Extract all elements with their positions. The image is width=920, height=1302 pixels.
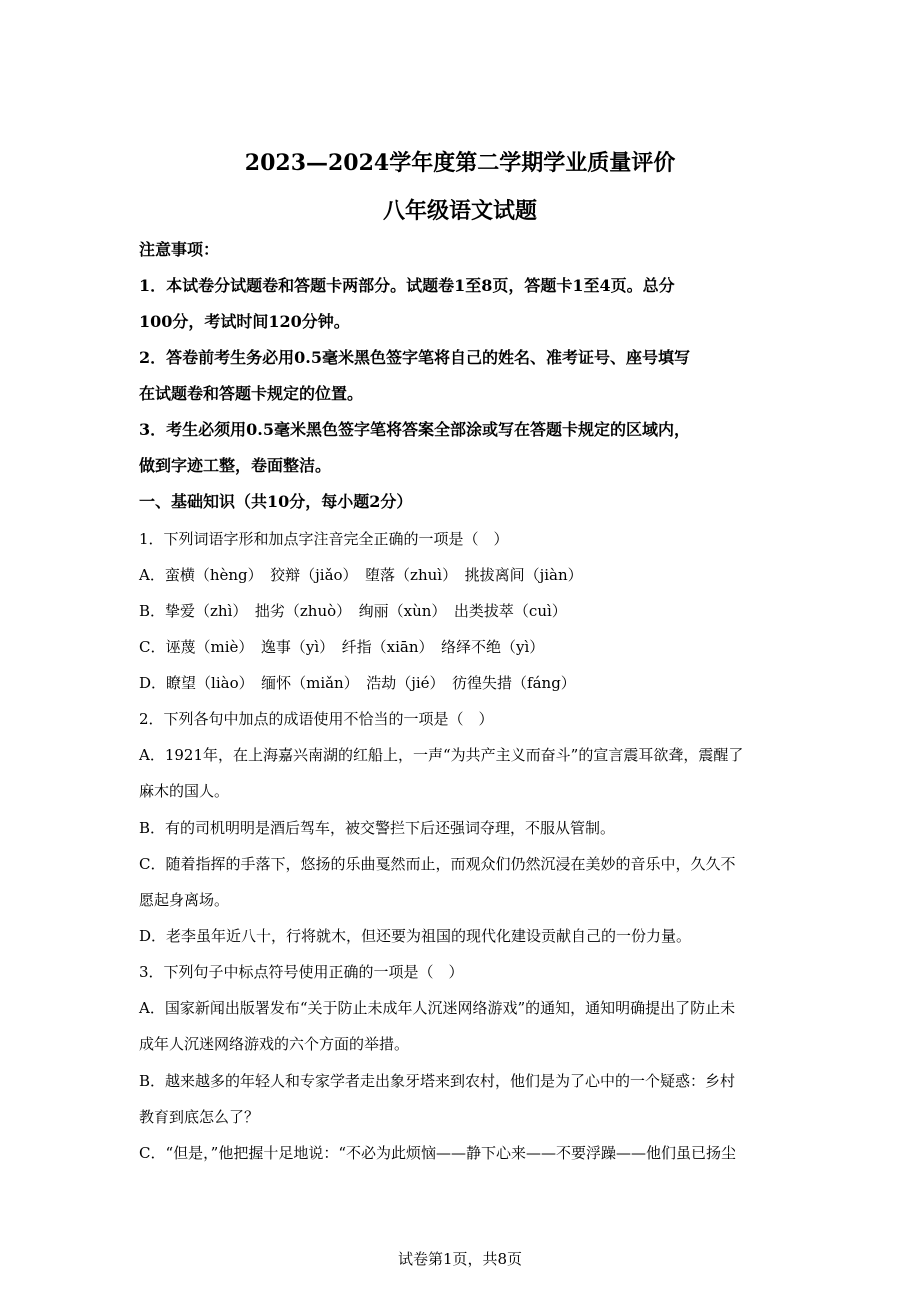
notice-line: 3．考生必须用0.5毫米黑色签字笔将答案全部涂或写在答题卡规定的区域内， [139,420,690,439]
question-line: C．随着指挥的手落下，悠扬的乐曲戛然而止，而观众们仍然沉浸在美妙的音乐中，久久不 [139,855,736,873]
notice-line: 1．本试卷分试题卷和答题卡两部分。试题卷1至8页，答题卡1至4页。总分 [139,276,675,295]
question-line: 2．下列各句中加点的成语使用不恰当的一项是（ ） [139,710,494,728]
question-line: 麻木的国人。 [139,782,230,800]
question-line: B．挚爱（zhì） 拙劣（zhuò） 绚丽（xùn） 出类拔萃（cuì） [139,602,567,620]
question-line: C．“但是，”他把握十足地说：“不必为此烦恼——静下心来——不要浮躁——他们虽已扬尘 [139,1144,736,1162]
question-line: B．有的司机明明是酒后驾车，被交警拦下后还强词夺理，不服从管制。 [139,819,616,837]
notice-line: 2．答卷前考生务必用0.5毫米黑色签字笔将自己的姓名、准考证号、座号填写 [139,348,690,367]
question-line: D．老李虽年近八十，行将就木，但还要为祖国的现代化建设贡献自己的一份力量。 [139,927,692,945]
question-line: 1．下列词语字形和加点字注音完全正确的一项是（ ） [139,530,509,548]
notice-heading: 注意事项： [139,240,220,259]
question-line: A．蛮横（hèng） 狡辩（jiǎo） 堕落（zhuì） 挑拔离间（jiàn） [139,566,583,584]
question-line: C．诬蔑（miè） 逸事（yì） 纤指（xiān） 络绎不绝（yì） [139,638,545,656]
exam-title: 2023—2024学年度第二学期学业质量评价 [244,150,676,176]
section-heading: 一、基础知识（共10分，每小题2分） [139,492,413,511]
exam-subtitle: 八年级语文试题 [382,198,537,224]
question-line: B．越来越多的年轻人和专家学者走出象牙塔来到农村，他们是为了心中的一个疑惑：乡村 [139,1072,736,1090]
question-line: A．1921年，在上海嘉兴南湖的红船上，一声“为共产主义而奋斗”的宣言震耳欲聋，震醒了 [139,746,744,764]
notice-line: 做到字迹工整，卷面整洁。 [139,456,332,475]
notice-line: 在试题卷和答题卡规定的位置。 [139,384,364,403]
notice-line: 100分，考试时间120分钟。 [139,312,350,331]
question-line: 成年人沉迷网络游戏的六个方面的举措。 [139,1035,410,1053]
question-line: 教育到底怎么了？ [139,1108,260,1126]
question-line: A．国家新闻出版署发布“关于防止未成年人沉迷网络游戏”的通知，通知明确提出了防止未 [139,999,736,1017]
question-line: 3．下列句子中标点符号使用正确的一项是（ ） [139,963,464,981]
page-footer: 试卷第1页，共8页 [397,1250,523,1268]
question-line: D．瞭望（liào） 缅怀（miǎn） 浩劫（jié） 彷徨失措（fáng） [139,674,576,692]
question-line: 愿起身离场。 [139,891,230,909]
